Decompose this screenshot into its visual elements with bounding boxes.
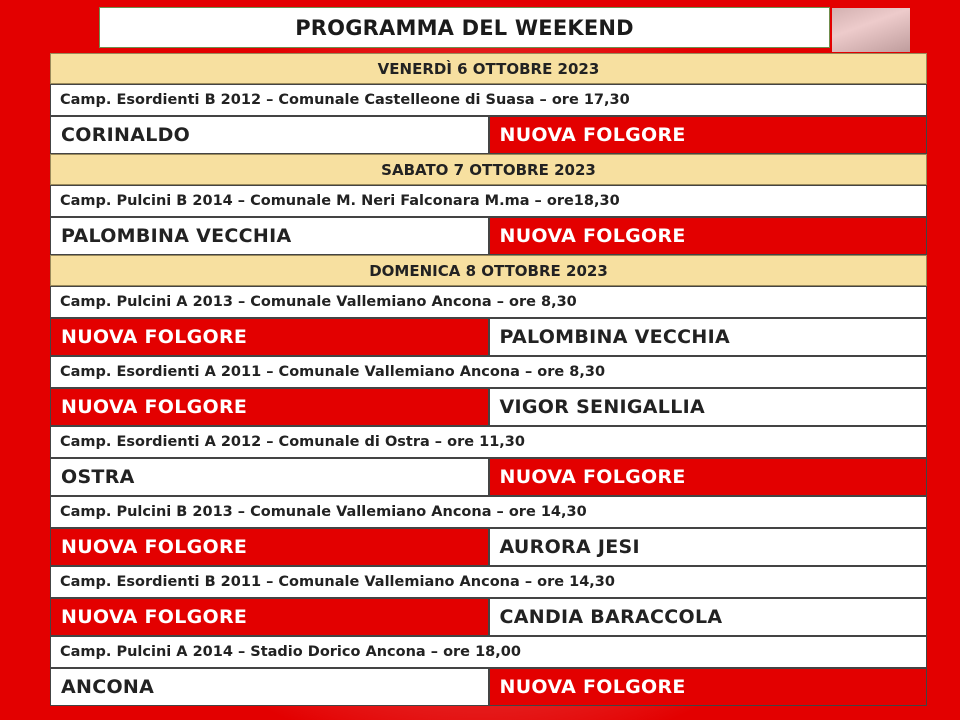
match-info: Camp. Pulcini B 2014 – Comunale M. Neri Falconara M.ma – ore18,30 <box>50 185 927 217</box>
match-row <box>50 458 927 496</box>
page-title: PROGRAMMA DEL WEEKEND <box>99 7 830 48</box>
match-info: Camp. Esordienti B 2011 – Comunale Vallemiano Ancona – ore 14,30 <box>50 566 927 598</box>
match-row <box>50 116 927 154</box>
home-team: NUOVA FOLGORE <box>50 388 489 426</box>
match-row <box>50 318 927 356</box>
match-row <box>50 388 927 426</box>
away-team: NUOVA FOLGORE <box>489 116 928 154</box>
home-team: CORINALDO <box>50 116 489 154</box>
away-team: AURORA JESI <box>489 528 928 566</box>
away-team: PALOMBINA VECCHIA <box>489 318 928 356</box>
home-team: OSTRA <box>50 458 489 496</box>
day-header: SABATO 7 OTTOBRE 2023 <box>50 154 927 185</box>
match-row <box>50 217 927 255</box>
home-team: ANCONA <box>50 668 489 706</box>
away-team: CANDIA BARACCOLA <box>489 598 928 636</box>
away-team: NUOVA FOLGORE <box>489 458 928 496</box>
match-info: Camp. Pulcini B 2013 – Comunale Vallemiano Ancona – ore 14,30 <box>50 496 927 528</box>
match-info: Camp. Esordienti A 2011 – Comunale Vallemiano Ancona – ore 8,30 <box>50 356 927 388</box>
day-header: VENERDÌ 6 OTTOBRE 2023 <box>50 53 927 84</box>
match-row <box>50 598 927 636</box>
home-team: NUOVA FOLGORE <box>50 318 489 356</box>
match-row <box>50 668 927 706</box>
home-team: NUOVA FOLGORE <box>50 598 489 636</box>
home-team: PALOMBINA VECCHIA <box>50 217 489 255</box>
day-header: DOMENICA 8 OTTOBRE 2023 <box>50 255 927 286</box>
schedule-table <box>50 53 927 706</box>
away-team: NUOVA FOLGORE <box>489 217 928 255</box>
background-photo <box>832 8 910 52</box>
away-team: VIGOR SENIGALLIA <box>489 388 928 426</box>
home-team: NUOVA FOLGORE <box>50 528 489 566</box>
match-row <box>50 528 927 566</box>
match-info: Camp. Pulcini A 2013 – Comunale Vallemiano Ancona – ore 8,30 <box>50 286 927 318</box>
away-team: NUOVA FOLGORE <box>489 668 928 706</box>
match-info: Camp. Pulcini A 2014 – Stadio Dorico Ancona – ore 18,00 <box>50 636 927 668</box>
match-info: Camp. Esordienti A 2012 – Comunale di Ostra – ore 11,30 <box>50 426 927 458</box>
match-info: Camp. Esordienti B 2012 – Comunale Castelleone di Suasa – ore 17,30 <box>50 84 927 116</box>
